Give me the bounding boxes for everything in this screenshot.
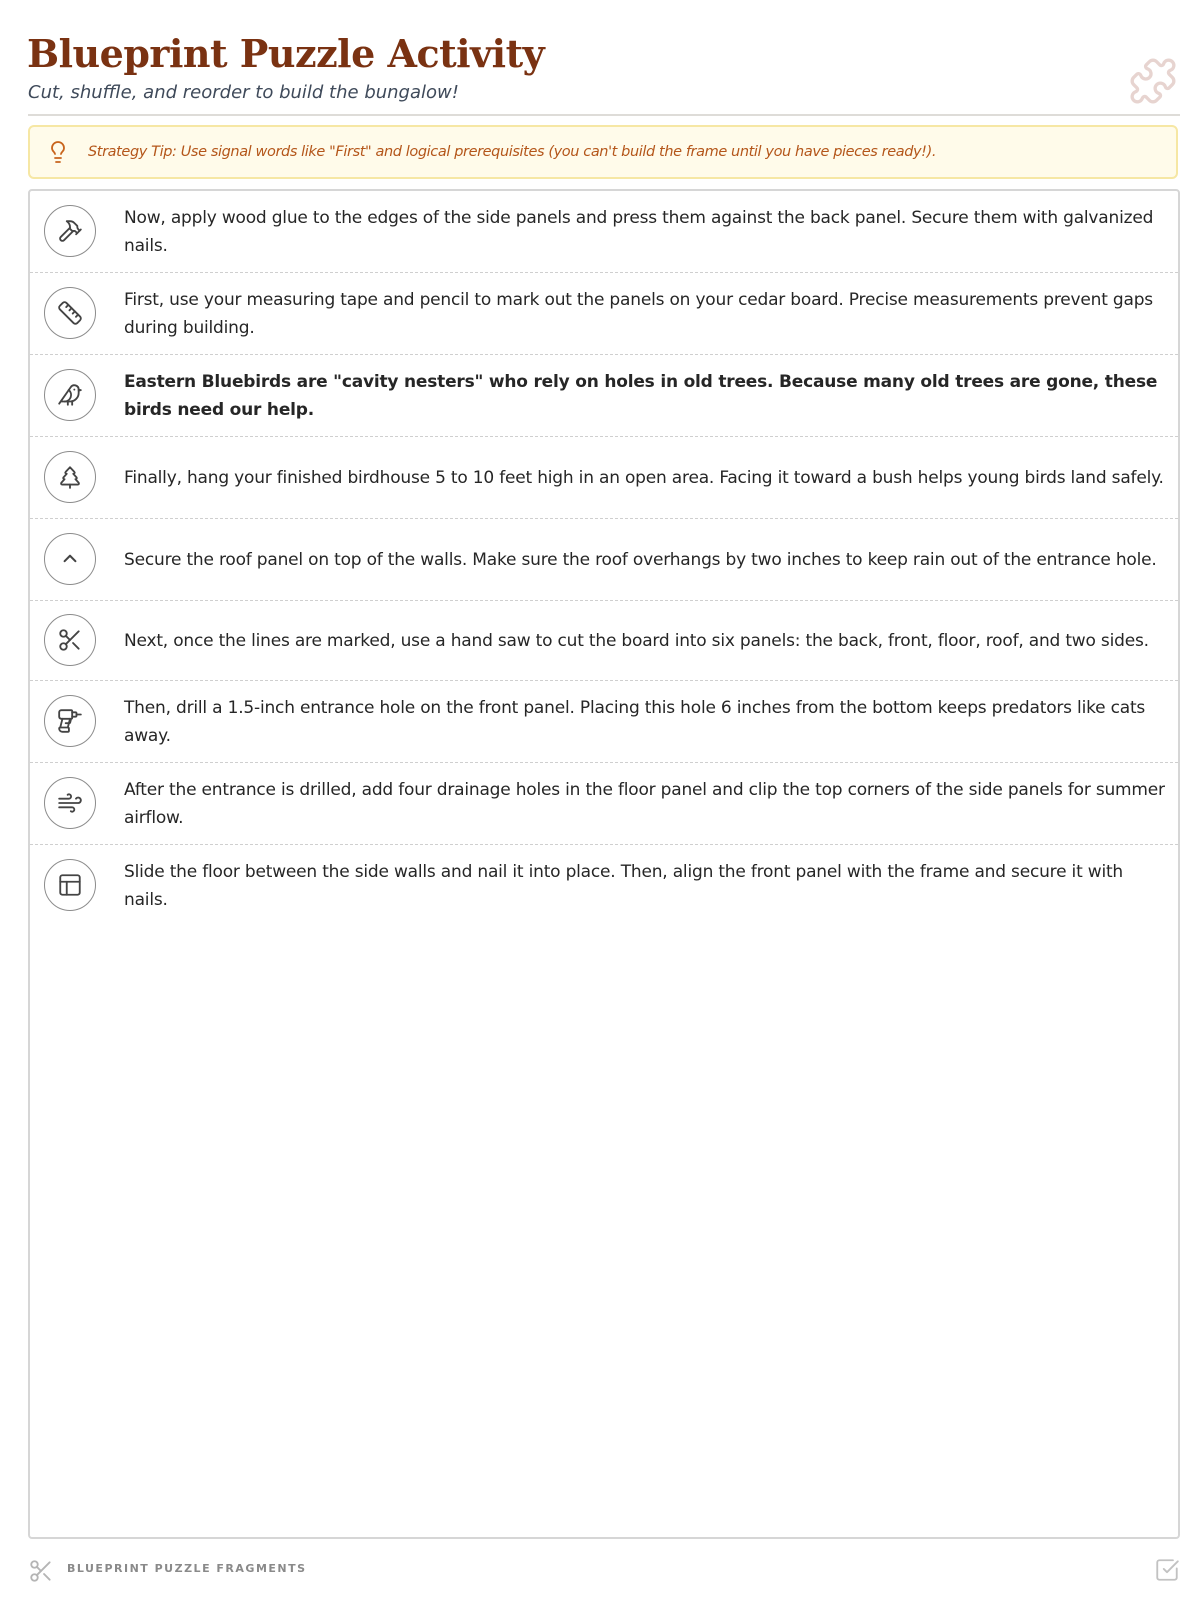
puzzle-fragment[interactable] — [30, 355, 1178, 437]
fragment-text: After the entrance is drilled, add four drainage holes in the floor panel and clip the top corners of the side panels for summer airflow. — [124, 779, 1165, 828]
fragment-icon-badge — [44, 614, 96, 666]
page-title: Blueprint Puzzle Activity — [27, 31, 545, 76]
scissors-icon — [57, 627, 83, 653]
fragment-text: Next, once the lines are marked, use a hand saw to cut the board into six panels: the back, front, floor, roof, and two sides. — [124, 630, 1149, 651]
bird-icon — [57, 382, 83, 408]
fragment-text: Eastern Bluebirds are "cavity nesters" who rely on holes in old trees. Because many old trees are gone, these birds need our help. — [124, 371, 1158, 420]
puzzle-piece-icon — [1128, 56, 1178, 106]
drill-icon — [57, 708, 83, 734]
fragment-icon-badge — [44, 451, 96, 503]
fragment-text: First, use your measuring tape and pencil to mark out the panels on your cedar board. Precise measurements prevent gaps during building. — [124, 289, 1153, 338]
fragment-icon-badge — [44, 695, 96, 747]
footer-label: BLUEPRINT PUZZLE FRAGMENTS — [67, 1562, 307, 1575]
fragment-icon-badge — [44, 287, 96, 339]
puzzle-fragment[interactable] — [30, 601, 1178, 681]
layout-icon — [57, 872, 83, 898]
puzzle-fragment[interactable] — [30, 763, 1178, 845]
puzzle-fragment[interactable] — [30, 845, 1178, 927]
fragment-icon-badge — [44, 533, 96, 585]
puzzle-fragments-panel — [28, 189, 1180, 1539]
puzzle-fragment[interactable] — [30, 519, 1178, 601]
fragment-text: Now, apply wood glue to the edges of the side panels and press them against the back panel. Secure them with galvanized nails. — [124, 207, 1154, 256]
puzzle-fragment[interactable] — [30, 191, 1178, 273]
lightbulb-icon — [46, 138, 70, 166]
fragment-icon-badge — [44, 777, 96, 829]
scissors-icon — [28, 1558, 54, 1584]
chevron-up-icon — [57, 546, 83, 572]
puzzle-fragment[interactable] — [30, 273, 1178, 355]
fragment-text: Slide the floor between the side walls and nail it into place. Then, align the front panel with the frame and secure it with nails. — [124, 862, 1124, 910]
fragment-icon-badge — [44, 859, 96, 911]
fragment-text: Then, drill a 1.5-inch entrance hole on the front panel. Placing this hole 6 inches from the bottom keeps predators like cats away. — [124, 697, 1146, 746]
hammer-icon — [57, 218, 83, 244]
strategy-tip-banner — [28, 125, 1178, 179]
fragment-icon-badge — [44, 369, 96, 421]
page-subtitle: Cut, shuffle, and reorder to build the bungalow! — [28, 82, 459, 103]
ruler-icon — [57, 300, 83, 326]
fragment-icon-badge — [44, 205, 96, 257]
fragment-text: Secure the roof panel on top of the walls. Make sure the roof overhangs by two inches to keep rain out of the entrance hole. — [124, 549, 1157, 570]
fragment-text: Finally, hang your finished birdhouse 5 to 10 feet high in an open area. Facing it toward a bush helps young birds land safely. — [124, 467, 1164, 488]
wind-icon — [57, 790, 83, 816]
header-divider — [28, 114, 1180, 116]
strategy-tip-text: Strategy Tip: Use signal words like "First" and logical prerequisites (you can't build the frame until you have pieces ready!). — [88, 144, 937, 160]
puzzle-fragment[interactable] — [30, 437, 1178, 519]
puzzle-fragment[interactable] — [30, 681, 1178, 763]
tree-icon — [57, 464, 83, 490]
checkbox-checked-icon — [1154, 1557, 1180, 1583]
